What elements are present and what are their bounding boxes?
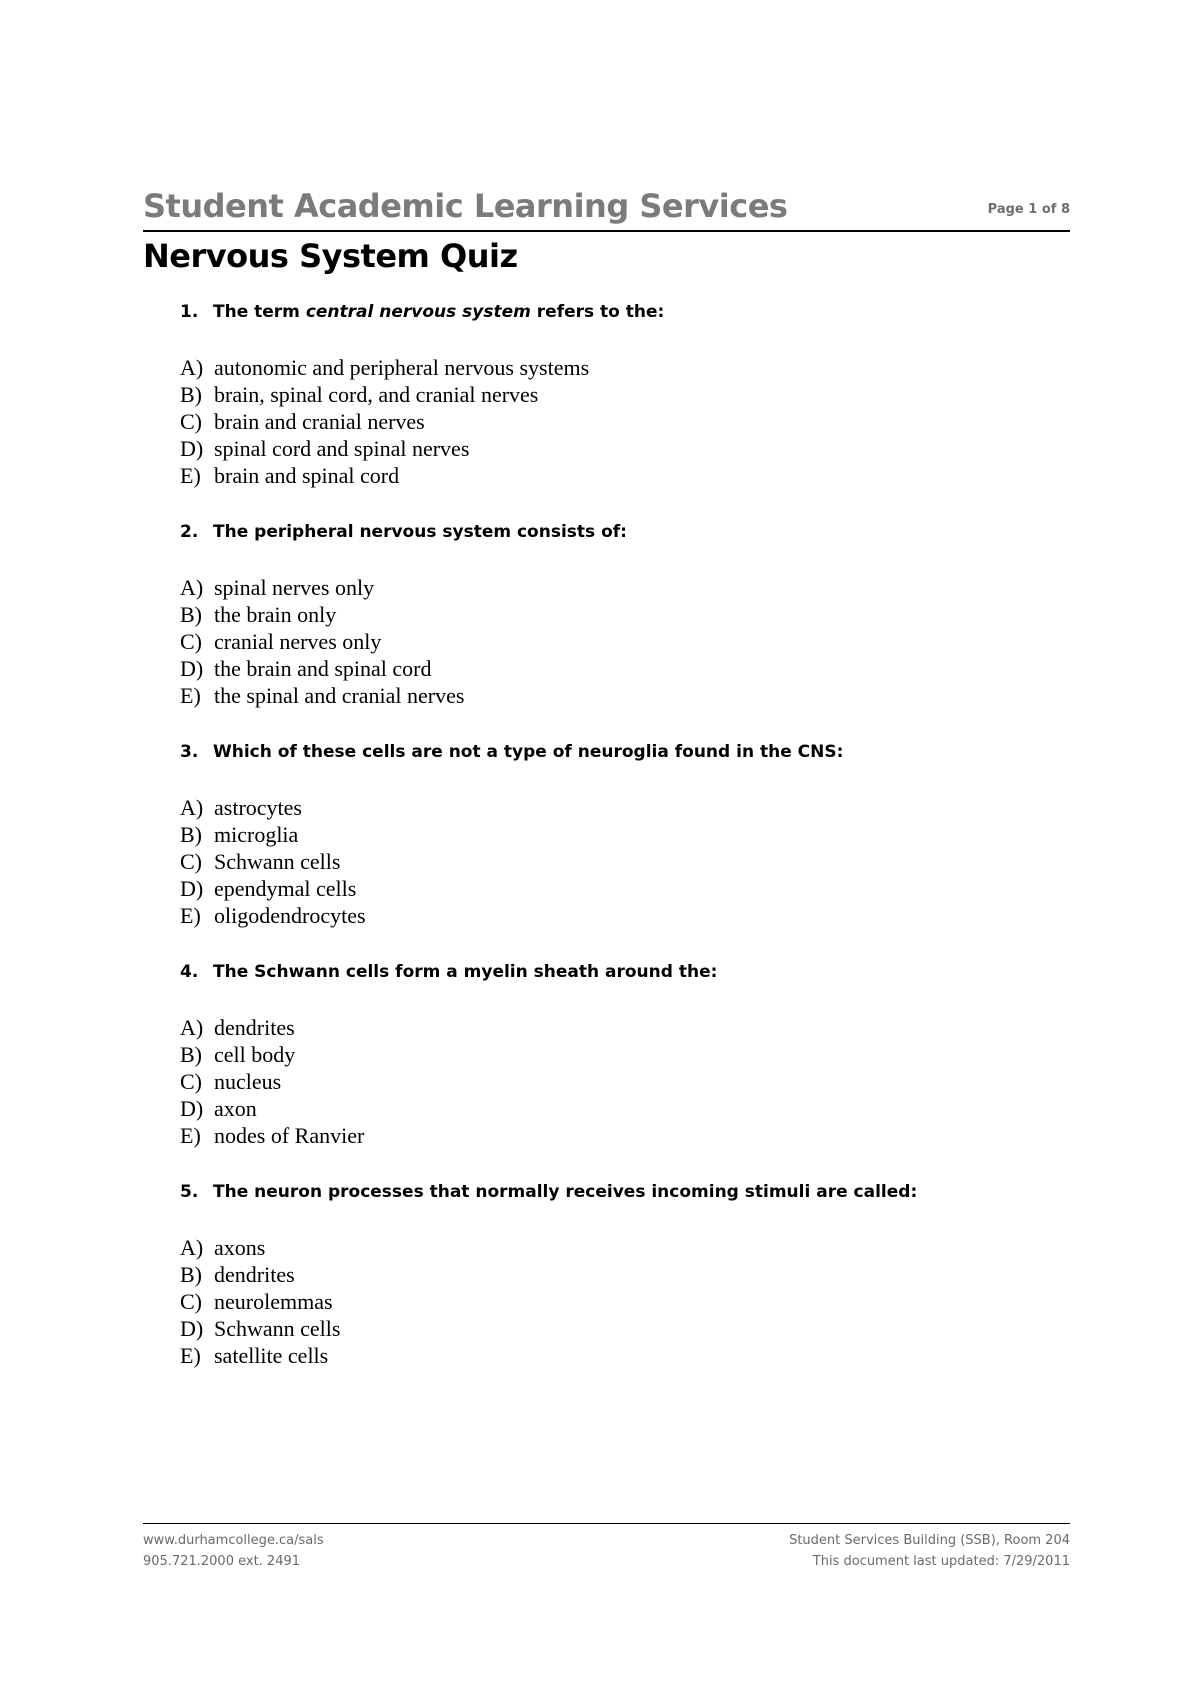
option-letter: A) — [180, 355, 204, 380]
option-letter: A) — [180, 795, 204, 820]
option-text: nucleus — [214, 1069, 282, 1094]
answer-option — [180, 435, 1060, 462]
option-letter: C) — [180, 629, 202, 654]
option-letter: B) — [180, 1262, 202, 1287]
answer-option — [180, 1014, 1060, 1041]
answer-options — [180, 1234, 1060, 1369]
question-prompt — [180, 740, 1060, 764]
answer-option — [180, 381, 1060, 408]
footer-contact — [143, 1530, 324, 1572]
question-prompt — [180, 300, 1060, 324]
footer-last-updated: This document last updated: 7/29/2011 — [812, 1554, 1070, 1569]
answer-options — [180, 1014, 1060, 1149]
option-letter: D) — [180, 1316, 204, 1341]
option-letter: C) — [180, 849, 202, 874]
option-text: the spinal and cranial nerves — [214, 683, 465, 708]
option-letter: C) — [180, 1289, 202, 1314]
answer-option — [180, 794, 1060, 821]
option-letter: B) — [180, 1042, 202, 1067]
option-letter: D) — [180, 656, 204, 681]
option-text: ependymal cells — [214, 876, 357, 901]
option-text: oligodendrocytes — [214, 903, 366, 928]
option-text: Schwann cells — [214, 849, 341, 874]
option-text: axon — [214, 1096, 257, 1121]
option-letter: D) — [180, 876, 204, 901]
option-text: microglia — [214, 822, 299, 847]
answer-option — [180, 1342, 1060, 1369]
answer-option — [180, 1068, 1060, 1095]
option-letter: E) — [180, 1343, 201, 1368]
option-letter: C) — [180, 409, 202, 434]
page-number: Page 1 of 8 — [987, 202, 1070, 217]
option-letter: B) — [180, 382, 202, 407]
question-3 — [180, 740, 1060, 929]
option-text: cranial nerves only — [214, 629, 382, 654]
answer-option — [180, 875, 1060, 902]
question-number: 3. — [180, 742, 199, 762]
option-text: astrocytes — [214, 795, 302, 820]
org-title: Student Academic Learning Services — [143, 187, 788, 225]
option-letter: E) — [180, 683, 201, 708]
option-letter: B) — [180, 822, 202, 847]
answer-options — [180, 354, 1060, 489]
question-text: The Schwann cells form a myelin sheath around the: — [213, 962, 718, 982]
question-text: The term — [213, 302, 306, 322]
question-prompt — [180, 1180, 1060, 1204]
answer-option — [180, 1041, 1060, 1068]
option-text: Schwann cells — [214, 1316, 341, 1341]
option-text: axons — [214, 1235, 266, 1260]
option-text: cell body — [214, 1042, 296, 1067]
option-text: satellite cells — [214, 1343, 329, 1368]
question-emphasis: central nervous system — [305, 302, 531, 322]
option-letter: D) — [180, 1096, 204, 1121]
option-text: brain and spinal cord — [214, 463, 400, 488]
option-text: nodes of Ranvier — [214, 1123, 365, 1148]
footer-phone: 905.721.2000 ext. 2491 — [143, 1554, 301, 1569]
option-text: the brain only — [214, 602, 337, 627]
page-footer — [143, 1523, 1070, 1569]
page-header — [143, 182, 1070, 275]
answer-option — [180, 1122, 1060, 1149]
option-letter: B) — [180, 602, 202, 627]
option-letter: A) — [180, 575, 204, 600]
answer-options — [180, 794, 1060, 929]
question-text: The neuron processes that normally receives incoming stimuli are called: — [213, 1182, 918, 1202]
question-prompt — [180, 960, 1060, 984]
answer-option — [180, 1315, 1060, 1342]
answer-option — [180, 1288, 1060, 1315]
question-number: 2. — [180, 522, 199, 542]
option-letter: D) — [180, 436, 204, 461]
option-letter: C) — [180, 1069, 202, 1094]
question-text-end: refers to the: — [530, 302, 665, 322]
option-text: spinal cord and spinal nerves — [214, 436, 470, 461]
question-number: 5. — [180, 1182, 199, 1202]
answer-option — [180, 1234, 1060, 1261]
page-title: Nervous System Quiz — [143, 237, 518, 275]
question-text: Which of these cells are not a type of neuroglia found in the CNS: — [213, 742, 844, 762]
option-letter: E) — [180, 463, 201, 488]
footer-location: Student Services Building (SSB), Room 204 — [789, 1533, 1070, 1548]
answer-option — [180, 1261, 1060, 1288]
question-number: 1. — [180, 302, 199, 322]
answer-option — [180, 462, 1060, 489]
option-text: brain and cranial nerves — [214, 409, 425, 434]
option-text: the brain and spinal cord — [214, 656, 432, 681]
question-text: The peripheral nervous system consists of: — [213, 522, 627, 542]
question-1 — [180, 300, 1060, 489]
answer-option — [180, 848, 1060, 875]
question-4 — [180, 960, 1060, 1149]
answer-option — [180, 682, 1060, 709]
option-text: autonomic and peripheral nervous systems — [214, 355, 590, 380]
answer-option — [180, 655, 1060, 682]
option-text: dendrites — [214, 1015, 295, 1040]
answer-option — [180, 601, 1060, 628]
question-prompt — [180, 520, 1060, 544]
answer-option — [180, 408, 1060, 435]
option-letter: E) — [180, 1123, 201, 1148]
footer-info — [789, 1530, 1070, 1572]
option-letter: E) — [180, 903, 201, 928]
option-text: neurolemmas — [214, 1289, 333, 1314]
answer-option — [180, 821, 1060, 848]
option-letter: A) — [180, 1015, 204, 1040]
question-5 — [180, 1180, 1060, 1369]
option-letter: A) — [180, 1235, 204, 1260]
answer-option — [180, 628, 1060, 655]
option-text: spinal nerves only — [214, 575, 375, 600]
answer-option — [180, 574, 1060, 601]
footer-website: www.durhamcollege.ca/sals — [143, 1533, 324, 1548]
answer-option — [180, 354, 1060, 381]
quiz-body — [180, 300, 1060, 1400]
question-number: 4. — [180, 962, 199, 982]
option-text: dendrites — [214, 1262, 295, 1287]
answer-option — [180, 1095, 1060, 1122]
question-2 — [180, 520, 1060, 709]
option-text: brain, spinal cord, and cranial nerves — [214, 382, 539, 407]
answer-options — [180, 574, 1060, 709]
answer-option — [180, 902, 1060, 929]
